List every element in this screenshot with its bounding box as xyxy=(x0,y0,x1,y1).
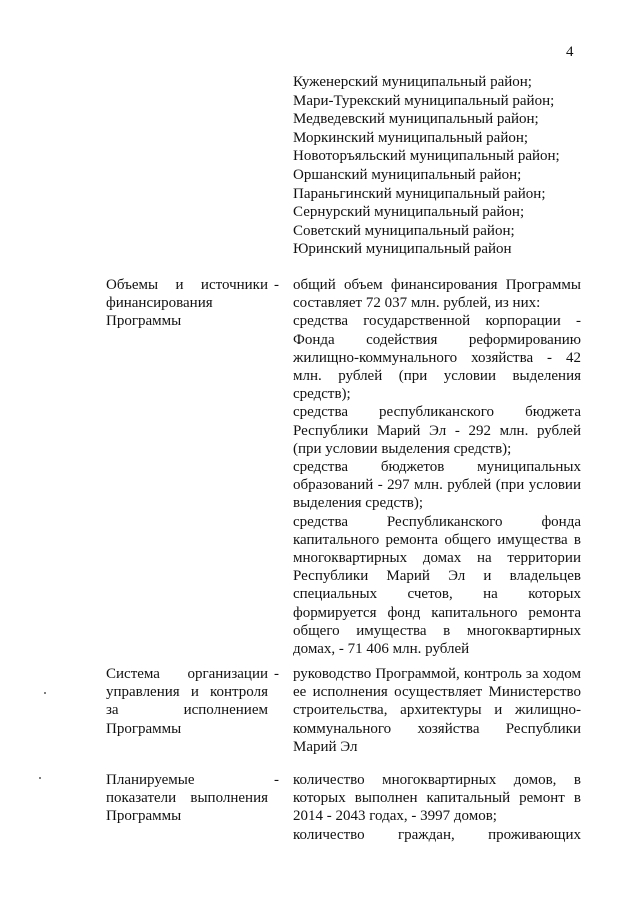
section-label: Планируемые показатели выполнения Программы xyxy=(106,772,268,825)
paragraph: количество многоквартирных домов, в которых выполнен капитальный ремонт в 2014 - 2043 годах, - 3997 домов; xyxy=(293,772,581,825)
list-item: Моркинский муниципальный район; xyxy=(293,129,529,146)
list-item: Куженерский муниципальный район; xyxy=(293,74,532,90)
paragraph: средства бюджетов муниципальных образований - 297 млн. рублей (при условии выделения средств); xyxy=(293,459,581,512)
paragraph: средства государственной корпорации - Фонда содействия реформированию жилищно-коммунального хозяйства - 42 млн. рублей (при условии выделения средств); xyxy=(293,313,581,403)
list-item: Советский муниципальный район; xyxy=(293,222,515,239)
list-item: Параньгинский муниципальный район; xyxy=(293,185,546,202)
list-item: Юринский муниципальный район xyxy=(293,241,512,258)
paragraph: руководство Программой, контроль за ходом ее исполнения осуществляет Министерство строительства, архитектуры и жилищно-коммунального хозяйства Республики Марий Эл xyxy=(293,666,581,755)
paragraph: средства Республиканского фонда капитального ремонта общего имущества в многоквартирных домах на территории Республики Марий Эл и владельцев специальных счетов, на которых формируется фонд капитального ремонта общего имущества в многоквартирных домах, - 71 406 млн. рублей xyxy=(293,513,581,658)
scan-speck xyxy=(44,692,46,694)
list-item: Мари-Турекский муниципальный район; xyxy=(293,92,555,109)
section-content xyxy=(293,276,581,658)
section-label: Система организации управления и контроля за исполнением Программы xyxy=(106,666,268,737)
list-item: Новоторъяльский муниципальный район; xyxy=(293,148,560,165)
paragraph: количество граждан, проживающих xyxy=(293,826,581,843)
list-item: Сернурский муниципальный район; xyxy=(293,204,525,221)
scan-speck xyxy=(39,777,41,779)
dash: - xyxy=(274,666,279,682)
paragraph: общий объем финансирования Программы составляет 72 037 млн. рублей, из них: xyxy=(293,277,581,312)
dash: - xyxy=(274,277,279,293)
section-content xyxy=(293,665,581,756)
list-item: Медведевский муниципальный район; xyxy=(293,111,539,128)
district-list xyxy=(293,73,583,259)
section-label: Объемы и источники финансирования Программы xyxy=(106,277,268,330)
section-content xyxy=(293,771,581,844)
dash: - xyxy=(274,772,279,788)
page-number: 4 xyxy=(566,44,574,60)
paragraph: средства республиканского бюджета Республики Марий Эл - 292 млн. рублей (при условии выделения средств); xyxy=(293,404,581,457)
list-item: Оршанский муниципальный район; xyxy=(293,166,522,183)
